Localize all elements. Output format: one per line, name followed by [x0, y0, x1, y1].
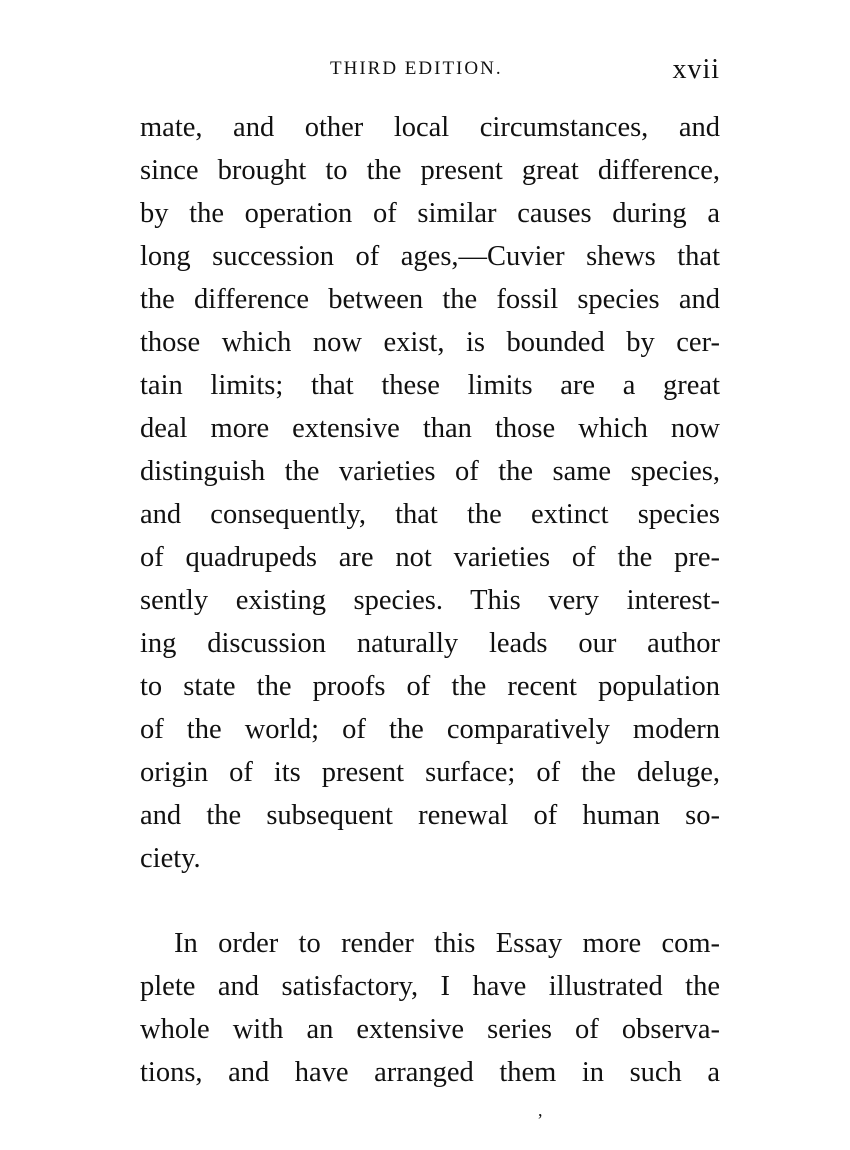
text-line: since brought to the present great difference, [140, 155, 720, 186]
text-line: tions, and have arranged them in such a [140, 1057, 720, 1088]
text-line: ciety. [140, 843, 201, 874]
text-line: sently existing species. This very interest- [140, 585, 720, 616]
text-line: distinguish the varieties of the same species, [140, 456, 720, 487]
text-line: ing discussion naturally leads our author [140, 628, 720, 659]
text-line: plete and satisfactory, I have illustrated the [140, 971, 720, 1002]
text-line: tain limits; that these limits are a great [140, 370, 720, 401]
text-line: origin of its present surface; of the deluge, [140, 757, 720, 788]
text-line: of quadrupeds are not varieties of the pre- [140, 542, 720, 573]
paragraph-2 [140, 922, 720, 1094]
text-line: deal more extensive than those which now [140, 413, 720, 444]
text-line: of the world; of the comparatively modern [140, 714, 720, 745]
text-line: mate, and other local circumstances, and [140, 112, 720, 143]
text-line: long succession of ages,—Cuvier shews that [140, 241, 720, 272]
text-line: by the operation of similar causes during a [140, 198, 720, 229]
catchmark: , [538, 1100, 543, 1120]
text-line: In order to render this Essay more com- [174, 928, 720, 959]
paragraph-1 [140, 106, 720, 880]
page-number: xvii [672, 54, 720, 85]
text-line: those which now exist, is bounded by cer- [140, 327, 720, 358]
text-line: the difference between the fossil species and [140, 284, 720, 315]
running-title: THIRD EDITION. [330, 58, 503, 79]
text-line: and consequently, that the extinct species [140, 499, 720, 530]
text-line: to state the proofs of the recent population [140, 671, 720, 702]
text-line: whole with an extensive series of observa- [140, 1014, 720, 1045]
text-line: and the subsequent renewal of human so- [140, 800, 720, 831]
running-head [140, 54, 720, 90]
